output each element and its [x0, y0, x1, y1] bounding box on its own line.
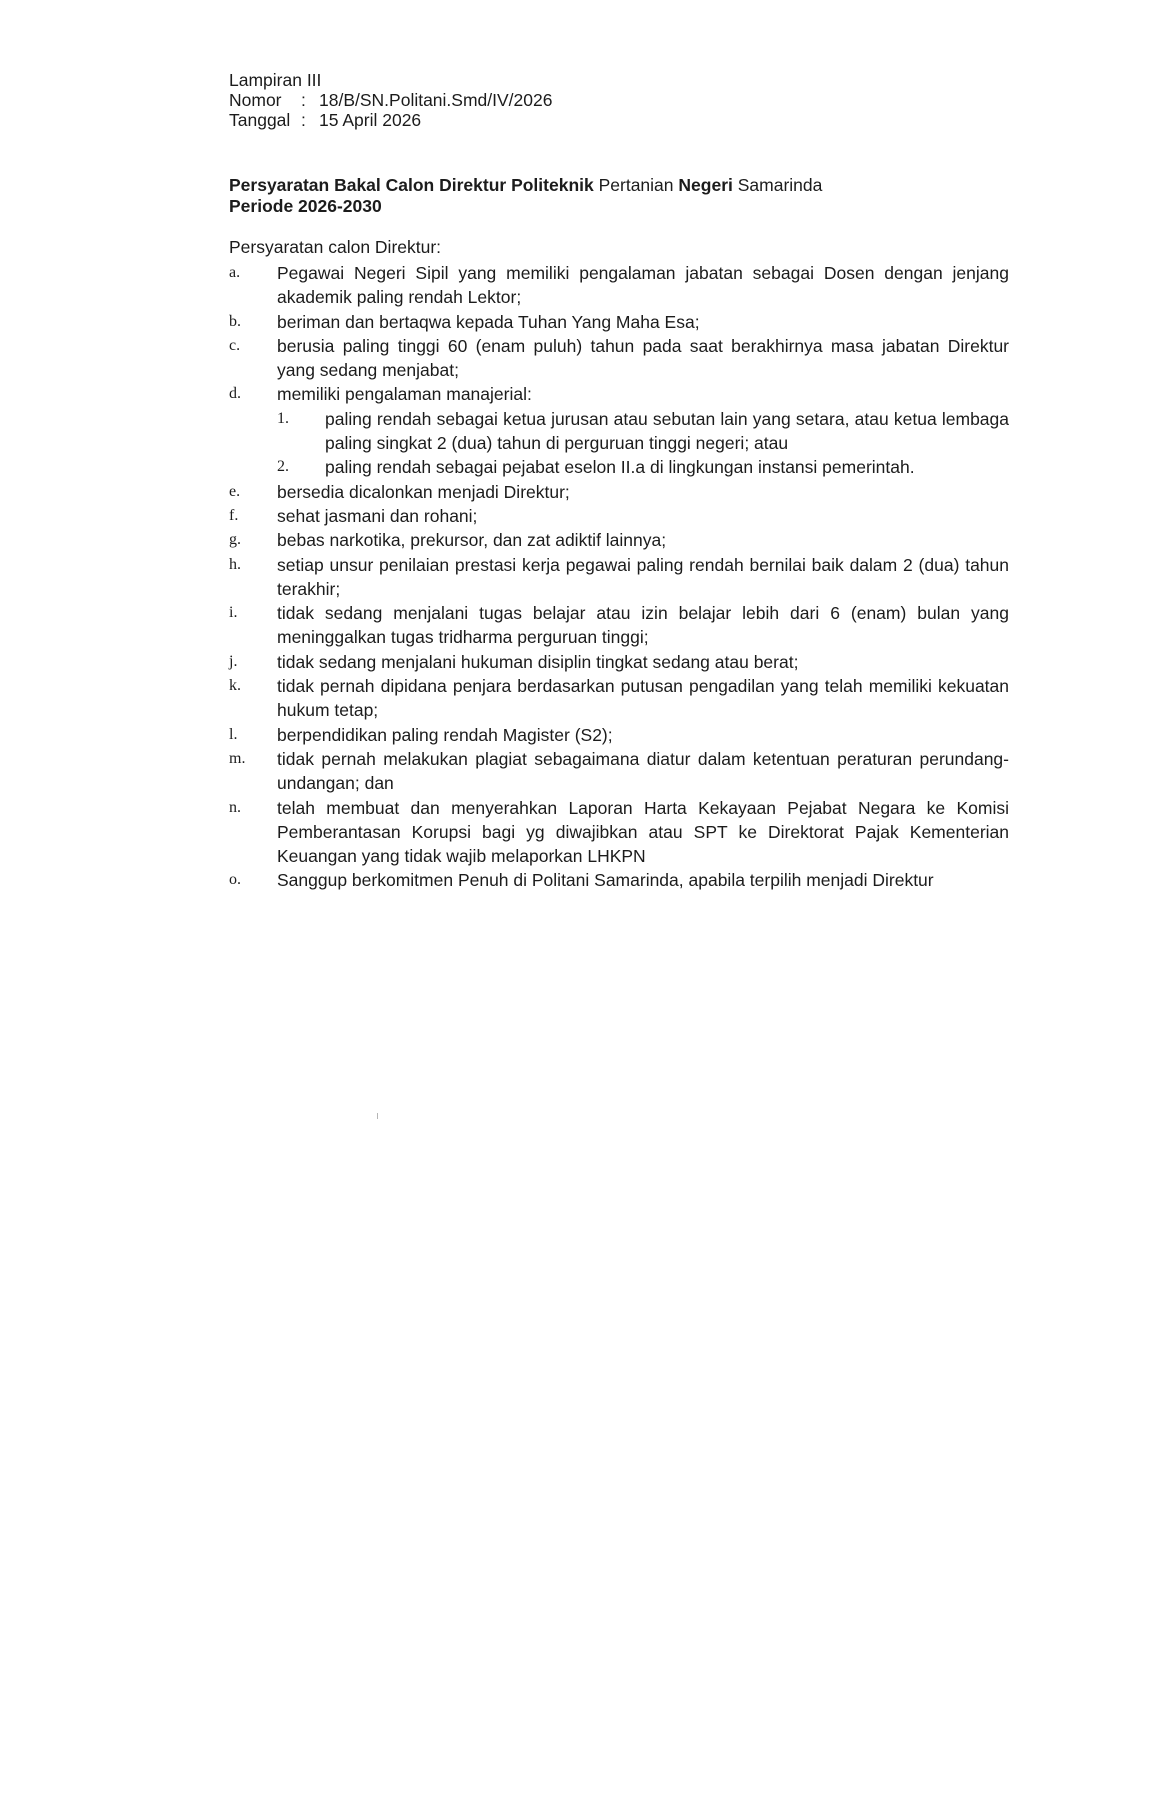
document-title [229, 175, 1009, 217]
requirements-list [229, 261, 1009, 893]
document-content [229, 70, 1009, 893]
sub-requirements-list [277, 407, 1009, 480]
requirement-text: bebas narkotika, prekursor, dan zat adiktif lainnya; [277, 530, 667, 551]
attachment-label [229, 70, 1009, 90]
date-separator: : [301, 110, 306, 130]
number-separator: : [301, 90, 306, 110]
requirement-item [229, 674, 1009, 723]
requirement-item [229, 480, 1009, 504]
requirement-item [229, 868, 1009, 892]
requirement-text: tidak pernah melakukan plagiat sebagaimana diatur dalam ketentuan peraturan perundang-undangan; dan [277, 748, 1009, 794]
requirement-text: tidak sedang menjalani tugas belajar atau izin belajar lebih dari 6 (enam) bulan yang meninggalkan tugas tridharma perguruan tinggi; [277, 603, 1009, 648]
requirement-item [229, 747, 1009, 796]
requirement-marker: b. [229, 312, 241, 330]
requirement-marker: k. [229, 677, 241, 695]
title-part-1: Persyaratan Bakal Calon Direktur Politeknik [229, 175, 594, 195]
requirement-text: tidak sedang menjalani hukuman disiplin tingkat sedang atau berat; [277, 651, 799, 672]
requirement-item [229, 553, 1009, 602]
requirement-item [229, 334, 1009, 383]
requirement-marker: j. [229, 652, 238, 670]
title-part-3: Negeri [678, 175, 733, 195]
number-row [229, 90, 1009, 110]
title-part-4: Samarinda [737, 175, 823, 195]
sub-requirement-text: paling rendah sebagai ketua jurusan atau sebutan lain yang setara, atau ketua lembaga paling singkat 2 (dua) tahun di perguruan tinggi negeri; atau [325, 408, 1009, 454]
requirement-marker: m. [229, 749, 246, 767]
sub-requirement-item [277, 455, 1009, 479]
requirement-item [229, 382, 1009, 479]
requirement-marker: l. [229, 725, 238, 743]
requirement-text: setiap unsur penilaian prestasi kerja pegawai paling rendah bernilai baik dalam 2 (dua) tahun terakhir; [277, 554, 1009, 599]
requirement-text: sehat jasmani dan rohani; [277, 505, 478, 526]
requirement-text: memiliki pengalaman manajerial: [277, 384, 532, 405]
requirements-intro: Persyaratan calon Direktur: [229, 237, 442, 257]
title-period: Periode 2026-2030 [229, 196, 382, 216]
scan-speck [377, 1113, 378, 1119]
title-part-2: Pertanian [598, 175, 674, 195]
requirement-item [229, 261, 1009, 310]
title-line-2 [229, 196, 1009, 217]
requirement-marker: g. [229, 531, 241, 549]
requirement-marker: a. [229, 264, 241, 281]
date-row [229, 110, 1009, 130]
requirement-item [229, 528, 1009, 552]
requirement-marker: i. [229, 604, 238, 622]
requirement-item [229, 601, 1009, 650]
number-label: Nomor [229, 90, 282, 110]
requirement-marker: h. [229, 555, 241, 573]
requirement-text: tidak pernah dipidana penjara berdasarkan putusan pengadilan yang telah memiliki kekuatan hukum tetap; [277, 676, 1009, 721]
requirement-marker: f. [229, 506, 239, 524]
requirement-marker: d. [229, 385, 241, 403]
number-value: 18/B/SN.Politani.Smd/IV/2026 [319, 90, 553, 110]
requirement-item [229, 650, 1009, 674]
requirement-item [229, 504, 1009, 528]
requirement-marker: c. [229, 336, 241, 354]
requirement-text: Sanggup berkomitmen Penuh di Politani Samarinda, apabila terpilih menjadi Direktur [277, 870, 934, 891]
requirement-text: bersedia dicalonkan menjadi Direktur; [277, 481, 570, 502]
attachment-text: Lampiran III [229, 70, 322, 90]
requirement-text: berusia paling tinggi 60 (enam puluh) tahun pada saat berakhirnya masa jabatan Direktur yang sedang menjabat; [277, 335, 1009, 381]
requirement-item [229, 310, 1009, 334]
date-label: Tanggal [229, 110, 291, 130]
requirement-item [229, 796, 1009, 869]
requirement-marker: o. [229, 871, 241, 889]
requirement-text: Pegawai Negeri Sipil yang memiliki pengalaman jabatan sebagai Dosen dengan jenjang akademik paling rendah Lektor; [277, 263, 1009, 308]
requirement-marker: n. [229, 798, 241, 816]
sub-requirement-marker: 2. [277, 458, 289, 476]
requirement-text: berpendidikan paling rendah Magister (S2); [277, 724, 613, 745]
requirement-item [229, 723, 1009, 747]
requirement-text: beriman dan bertaqwa kepada Tuhan Yang Maha Esa; [277, 311, 700, 332]
requirement-text: telah membuat dan menyerahkan Laporan Harta Kekayaan Pejabat Negara ke Komisi Pemberantasan Korupsi bagi yg diwajibkan atau SPT ke Direktorat Pajak Kementerian Keuangan yang tidak wajib melaporkan LHKPN [277, 797, 1009, 867]
sub-requirement-text: paling rendah sebagai pejabat eselon II.a di lingkungan instansi pemerintah. [325, 457, 915, 478]
sub-requirement-marker: 1. [277, 409, 289, 427]
requirement-marker: e. [229, 482, 241, 500]
date-value: 15 April 2026 [319, 110, 422, 130]
sub-requirement-item [277, 407, 1009, 456]
title-line-1 [229, 175, 1009, 196]
